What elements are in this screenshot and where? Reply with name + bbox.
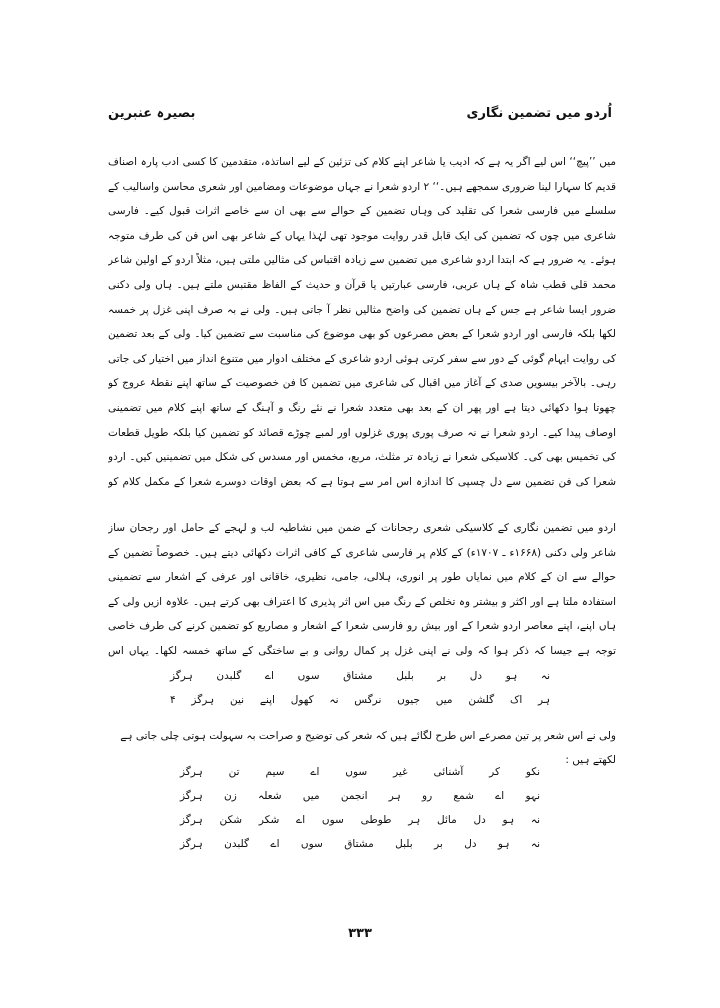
author-name: بصیرہ عنبرین: [108, 106, 196, 121]
verse-line: نہ ہو دل مائل ہر طوطی سوں اے شکر شکن ہرگز: [180, 814, 540, 826]
verse-line: ہر اک گلشن میں جیوں نرگس نہ کھول اپنے نین ہرگز ۴: [170, 694, 550, 706]
paragraph-1: میں ’’پیچ‘‘ اس لیے اگر یہ ہے کہ ادیب یا شاعر اپنے کلام کی تزئین کے لیے اساتذہ، متقدمین کا کسی ادب پارہ اصناف قدیم کا سہارا لینا ضروری سمجھے ہیں۔‘‘ ۲ اردو شعرا نے جہاں موضوعات ومضامین اور شعری محاسن واسالیب کے سلسلے میں فارسی شعرا کی تقلید کی وہاں تضمین کے حوالے سے بھی ان سے خاصے اثرات قبول کیے۔ فارسی شاعری میں چوں کہ تضمین کی ایک قابل قدر روایت موجود تھی لہٰذا یہاں کے شاعر بھی اس فن کی طرف متوجہ ہوئے۔ یہ ضرور ہے کہ ابتدا اردو شاعری میں تضمین سے زیادہ اقتباس کی مثالیں ملتی ہیں، مثلاً اردو کے اولین شاعر محمد قلی قطب شاہ کے ہاں عربی، فارسی عبارتیں یا قرآن و حدیث کے الفاظ مقتبس ملتے ہیں۔ ہاں ولی دکنی ضرور ایسا شاعر ہے جس کے ہاں تضمین کی واضح مثالیں نظر آ جاتی ہیں۔ ولی نے بہ صرف اپنی غزل پر خمسہ لکھا بلکہ فارسی اور اردو شعرا کے بعض مصرعوں کو بھی موضوع کی مناسبت سے تضمین کیا۔ ولی کے بعد تضمین کی روایت ایہام گوئی کے دور سے سفر کرتی ہوئی اردو شاعری کے مختلف ادوار میں متنوع انداز میں اختیار کی جاتی رہی۔ بالآخر بیسویں صدی کے آغاز میں اقبال کی شاعری میں تضمین کا فن خصوصیت کے ساتھ اپنے نقطۂ عروج کو چھوتا ہوا دکھائی دیتا ہے اور پھر ان کے بعد بھی متعدد شعرا نے نئے رنگ و آہنگ کے ساتھ اپنے کلام میں تضمینی اوصاف پیدا کیے۔ اردو شعرا نے نہ صرف پوری پوری غزلوں اور لمبے چوڑے قصائد کو تضمین کیا بلکہ طویل قطعات کی تخمیس بھی کی۔ کلاسیکی شعرا نے زیادہ تر مثلث، مربع، مخمس اور مسدس کی شکل میں تضمینیں کیں۔ اردو شعرا کی فن تضمین سے دل چسپی کا اندازہ اس امر سے ہوتا ہے کہ بعض اوقات دوسرے شعرا کے مکمل کلام کو: [108, 156, 616, 488]
main-text-2: [108, 516, 616, 661]
verse-line: نکو کر آشنائی غیر سوں اے سیم تن ہرگز: [180, 766, 540, 778]
verse-block-2: [180, 760, 540, 856]
running-header: [108, 106, 612, 130]
paragraph-2: اردو میں تضمین نگاری کے کلاسیکی شعری رجحانات کے ضمن میں نشاطیہ لب و لہجے کے حامل اور رجحان ساز شاعر ولی دکنی (۱۶۶۸ء ـ ۱۷۰۷ء) کے کلام پر فارسی شاعری کے کافی اثرات دکھائی دیتے ہیں۔ خصوصاً تضمین کے حوالے سے ان کے کلام میں نمایاں طور پر انوری، ہلالی، جامی، نظیری، خاقانی اور عرفی کے اشعار سے تضمینی استفادہ ملتا ہے اور اکثر و بیشتر وہ تخلص کے رنگ میں اس اثر پذیری کا اعتراف بھی کرتے ہیں۔ علاوہ ازیں ولی کے ہاں اپنے، اپنے معاصر اردو شعرا کے اور بیش رو فارسی شعرا کے اشعار و مصاریع کو تضمین کرنے کی طرف خاصی توجہ ہے جیسا کہ ذکر ہوا کہ ولی نے اپنی غزل پر کمال روانی و بے ساختگی کے ساتھ خمسہ لکھا۔ یہاں اس: [108, 522, 616, 657]
verse-block-1: [170, 664, 550, 712]
verse-intro: ولی نے اس شعر پر تین مصرعے اس طرح لگائے ہیں کہ شعر کی توضیح و صراحت بہ سہولت ہوتی چلی جاتی ہے لکھتے ہیں :: [120, 730, 616, 766]
verse-line: نہو اے شمع رو ہر انجمن میں شعلہ زن ہرگز: [180, 790, 540, 802]
chapter-title: اُردو میں تضمین نگاری: [466, 106, 612, 121]
verse-line: نہ ہو دل بر بلبل مشتاق سوں اے گلبدن ہرگز: [180, 838, 540, 850]
page-number: ۳۳۳: [348, 926, 372, 941]
main-text: [108, 150, 616, 490]
verse-line: نہ ہو دل بر بلبل مشتاق سوں اے گلبدن ہرگز: [170, 670, 550, 682]
